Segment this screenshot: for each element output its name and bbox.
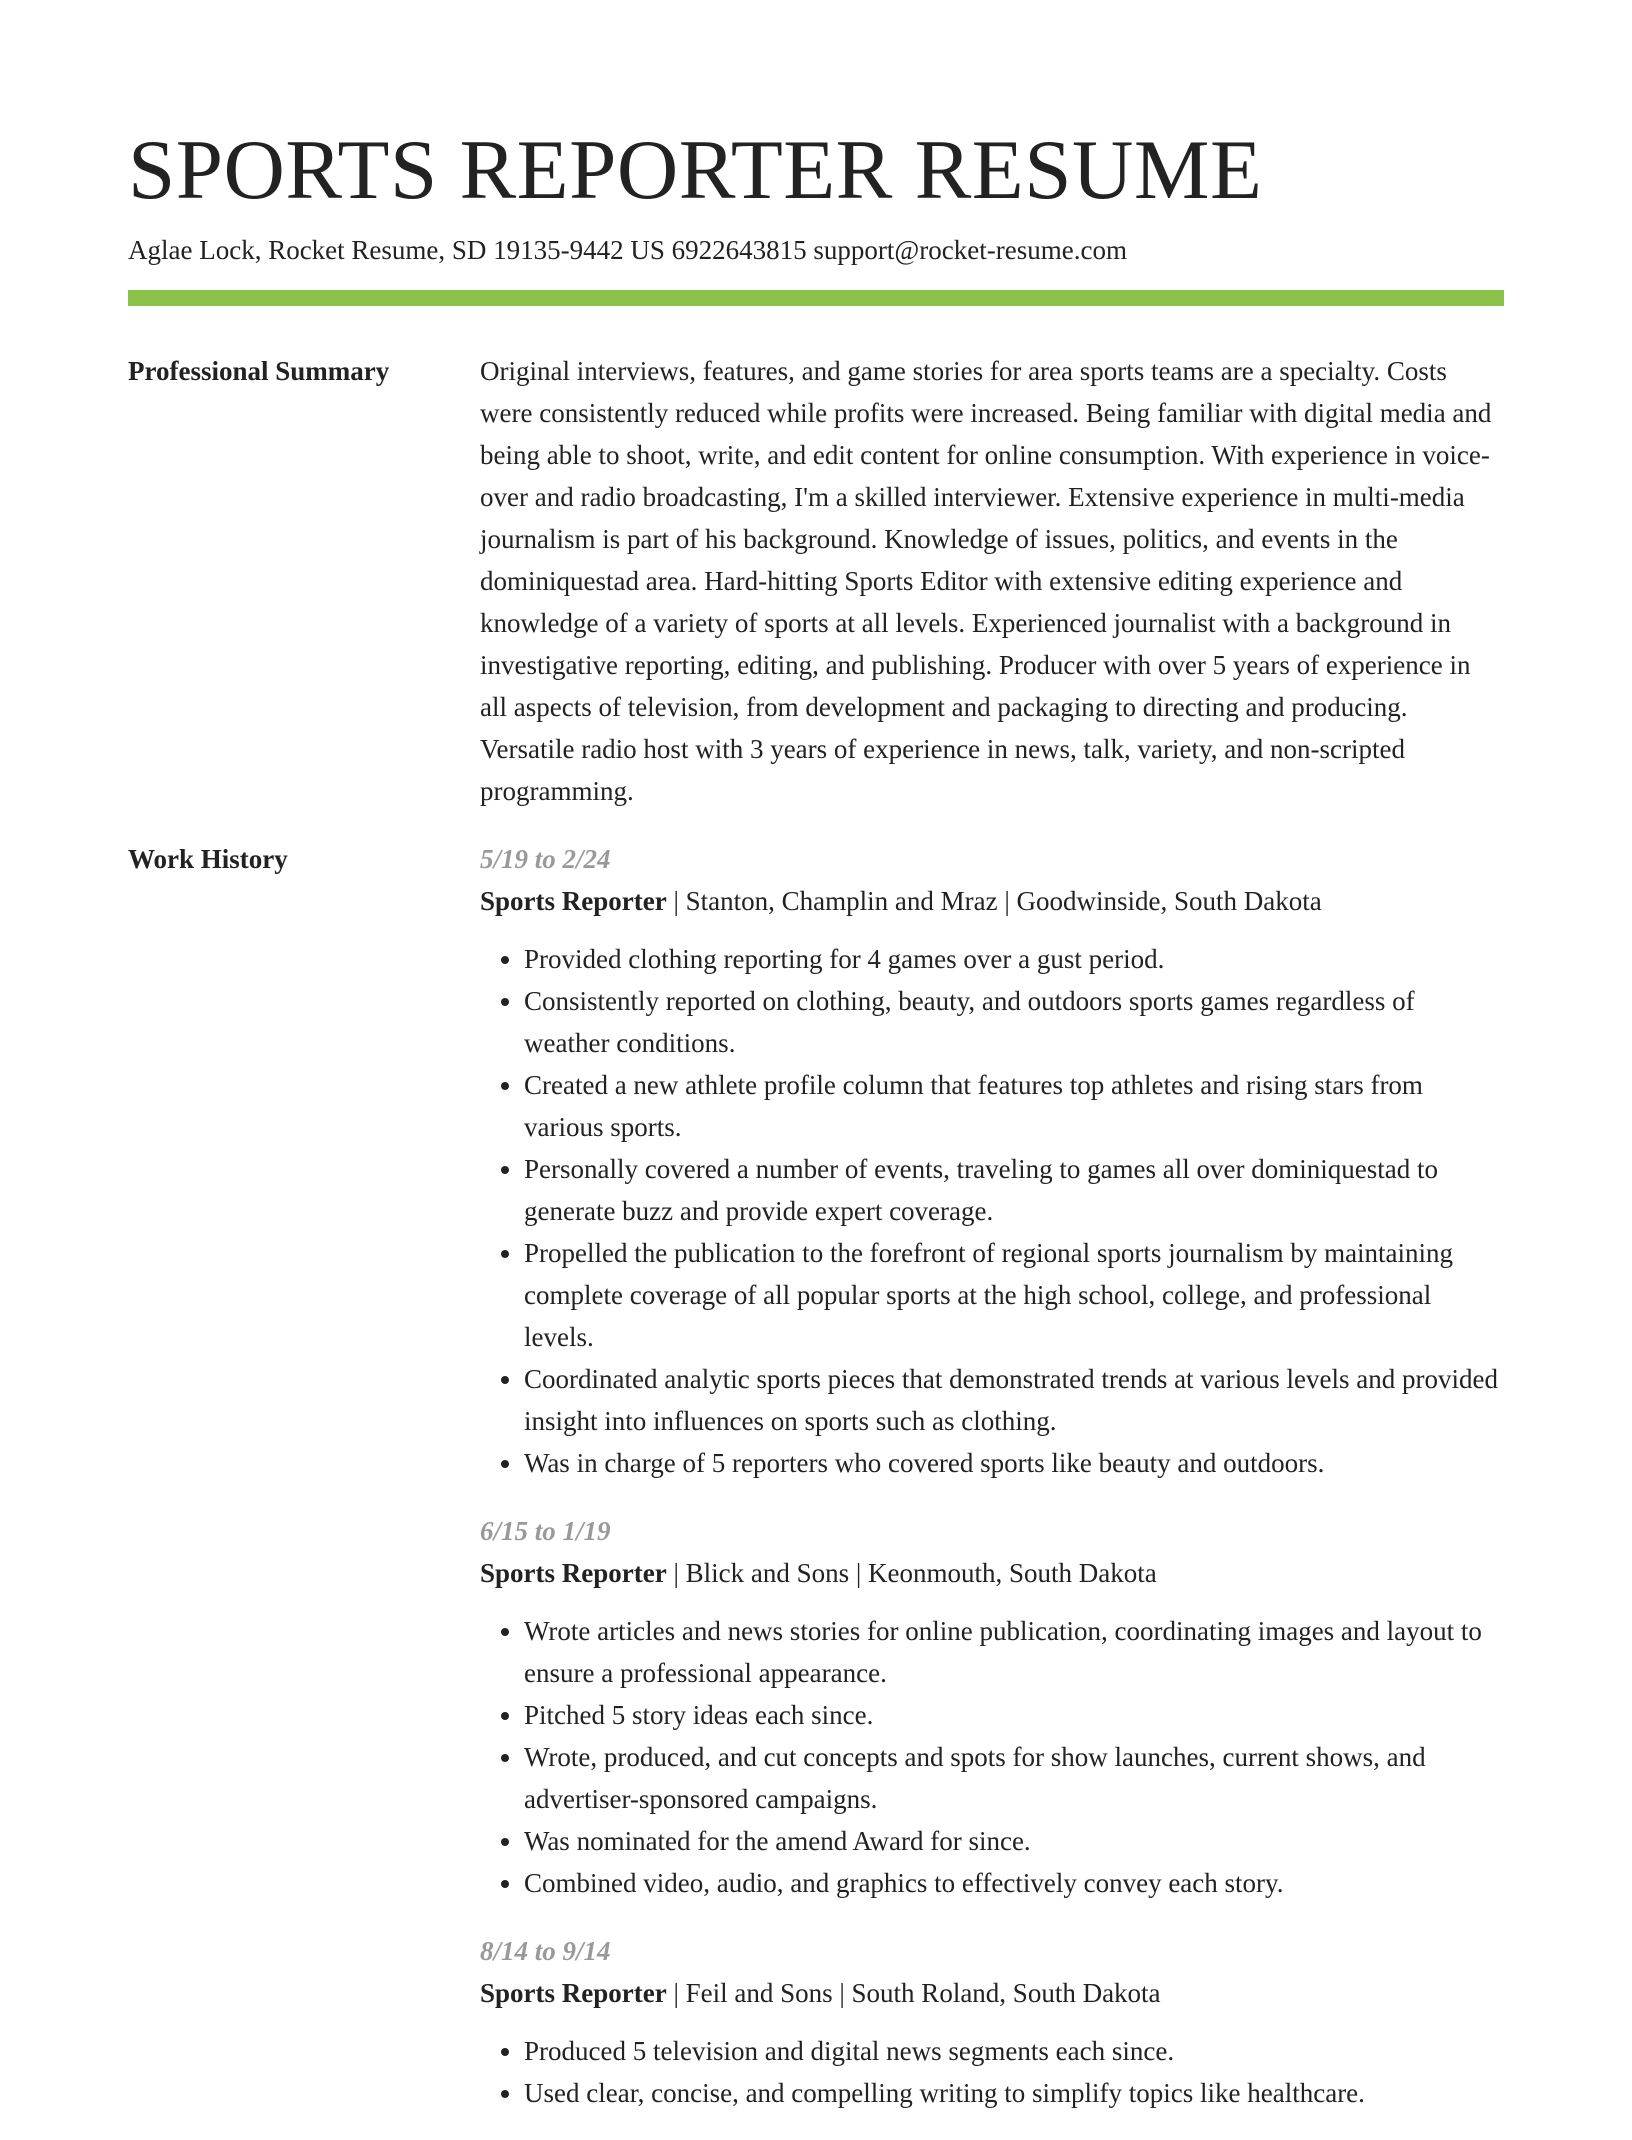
work-history-section — [128, 838, 1504, 2140]
summary-body — [480, 350, 1504, 812]
job-bullet: • Wrote, produced, and cut concepts and spots for show launches, current shows, and advertiser-sponsored campaigns. — [524, 1736, 1504, 1820]
resume-title: SPORTS REPORTER RESUME — [128, 123, 1263, 217]
job-bullet: • Created a new athlete profile column that features top athletes and rising stars from various sports. — [524, 1064, 1504, 1148]
job-details: | Feil and Sons | South Roland, South Dakota — [666, 1978, 1161, 2008]
contact-line: Aglae Lock, Rocket Resume, SD 19135-9442 US 6922643815 support@rocket-resume.com — [128, 235, 1127, 265]
job-bullet: • Coordinated analytic sports pieces that demonstrated trends at various levels and provided insight into influences on sports such as clothing. — [524, 1358, 1504, 1442]
job-bullets — [480, 2030, 1504, 2114]
job-title: Sports Reporter — [480, 1978, 667, 2008]
job-heading — [480, 1972, 1504, 2014]
job-entry — [480, 838, 1504, 1484]
job-bullet: • Personally covered a number of events, traveling to games all over dominiquestad to generate buzz and provide expert coverage. — [524, 1148, 1504, 1232]
job-bullets — [480, 1610, 1504, 1904]
job-bullet: • Combined video, audio, and graphics to effectively convey each story. — [524, 1862, 1504, 1904]
job-bullet: • Consistently reported on clothing, beauty, and outdoors sports games regardless of weather conditions. — [524, 980, 1504, 1064]
job-bullet: • Was nominated for the amend Award for since. — [524, 1820, 1504, 1862]
job-bullet: • Used clear, concise, and compelling writing to simplify topics like healthcare. — [524, 2072, 1504, 2114]
job-bullets — [480, 938, 1504, 1484]
section-label-summary: Professional Summary — [128, 356, 390, 386]
job-title: Sports Reporter — [480, 886, 667, 916]
job-heading — [480, 1552, 1504, 1594]
job-entry — [480, 1510, 1504, 1904]
work-history-body — [480, 838, 1504, 2140]
job-bullet: • Produced 5 television and digital news segments each since. — [524, 2030, 1504, 2072]
summary-text: Original interviews, features, and game stories for area sports teams are a specialty. Costs were consistently reduced while profits were increased. Being familiar with digital media and being able to shoot, write, and edit content for online consumption. With experience in voice-over and radio broadcasting, I'm a skilled interviewer. Extensive experience in multi-media journalism is part of his background. Knowledge of issues, politics, and events in the dominiquestad area. Hard-hitting Sports Editor with extensive editing experience and knowledge of a variety of sports at all levels. Experienced journalist with a background in investigative reporting, editing, and publishing. Producer with over 5 years of experience in all aspects of television, from development and packaging to directing and producing. Versatile radio host with 3 years of experience in news, talk, variety, and non-scripted programming. — [480, 356, 1492, 806]
job-bullet: • Pitched 5 story ideas each since. — [524, 1694, 1504, 1736]
job-bullet: • Propelled the publication to the forefront of regional sports journalism by maintaining complete coverage of all popular sports at the high school, college, and professional levels. — [524, 1232, 1504, 1358]
job-bullet: • Wrote articles and news stories for online publication, coordinating images and layout to ensure a professional appearance. — [524, 1610, 1504, 1694]
job-details: | Stanton, Champlin and Mraz | Goodwinside, South Dakota — [666, 886, 1322, 916]
section-label-work: Work History — [128, 844, 288, 874]
job-details: | Blick and Sons | Keonmouth, South Dakota — [666, 1558, 1157, 1588]
professional-summary-section — [128, 350, 1504, 812]
job-dates: 5/19 to 2/24 — [480, 844, 611, 874]
job-dates: 6/15 to 1/19 — [480, 1516, 611, 1546]
job-entry — [480, 1930, 1504, 2114]
resume-page — [128, 0, 1504, 2140]
job-heading — [480, 880, 1504, 922]
job-bullet: • Provided clothing reporting for 4 games over a gust period. — [524, 938, 1504, 980]
accent-divider — [128, 290, 1504, 306]
job-dates: 8/14 to 9/14 — [480, 1936, 611, 1966]
job-bullet: • Was in charge of 5 reporters who covered sports like beauty and outdoors. — [524, 1442, 1504, 1484]
job-title: Sports Reporter — [480, 1558, 667, 1588]
